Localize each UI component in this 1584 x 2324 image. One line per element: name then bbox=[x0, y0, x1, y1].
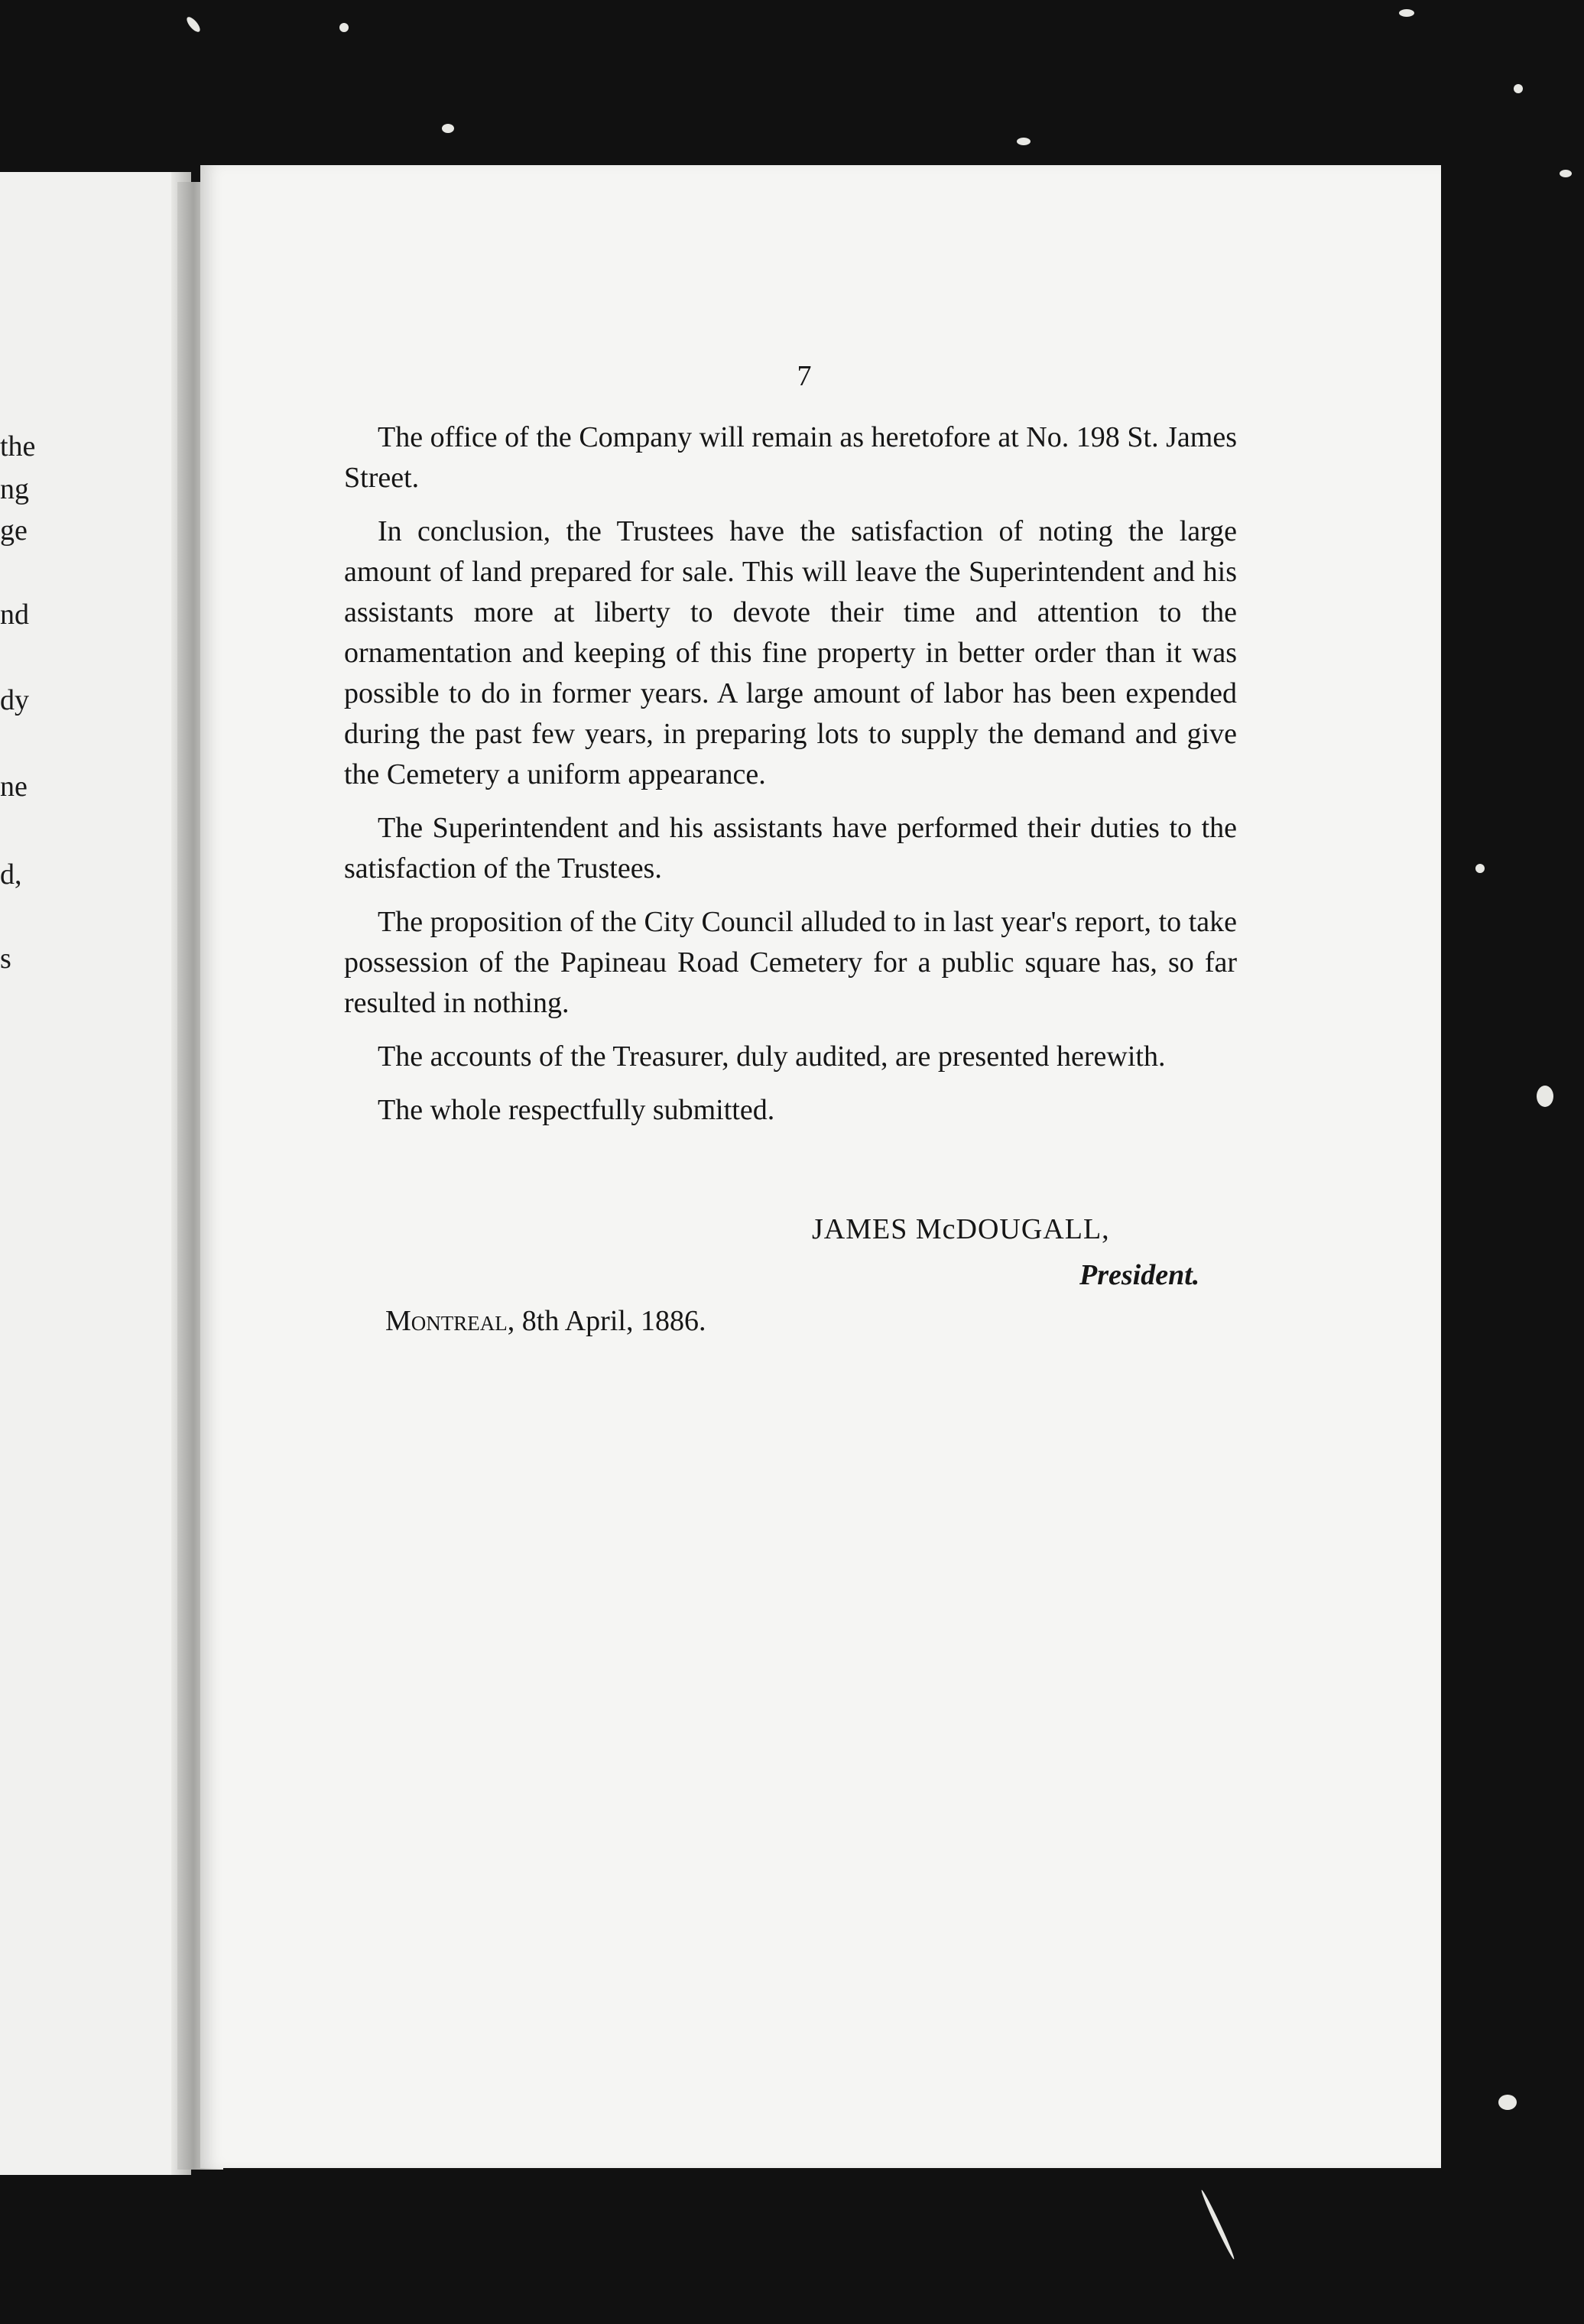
facing-page-fragment: the bbox=[0, 430, 36, 463]
facing-page-fragment: nd bbox=[0, 599, 29, 631]
paragraph-accounts: The accounts of the Treasurer, duly audited, are presented herewith. bbox=[378, 1040, 1166, 1073]
signatory-name: JAMES McDOUGALL, bbox=[812, 1213, 1110, 1245]
signatory-title: President. bbox=[1079, 1259, 1200, 1291]
report-body bbox=[344, 417, 1237, 1144]
paragraph-conclusion: In conclusion, the Trustees have the satisfaction of noting the large amount of land prepared for sale. This will leave the Superintendent and his assistants more at liberty to devote their time and attention to the ornamentation and keeping of this fine property in better order than it was possible to do in former years. A large amount of labor has been expended during the past few years, in preparing lots to supply the demand and give the Cemetery a uniform appearance. bbox=[344, 515, 1237, 790]
paragraph-office: The office of the Company will remain as heretofore at No. 198 St. James Street. bbox=[344, 421, 1237, 494]
dust-speck bbox=[339, 23, 349, 32]
dateline bbox=[385, 1304, 706, 1338]
facing-page-fragment: ne bbox=[0, 771, 28, 803]
dateline-place: Montreal bbox=[385, 1305, 508, 1337]
dateline-date: , 8th April, 1886. bbox=[507, 1305, 706, 1337]
paragraph-city-council: The proposition of the City Council alluded to in last year's report, to take possession of the Papineau Road Cemetery for a public square has, so far resulted in nothing. bbox=[344, 906, 1237, 1019]
paragraph-superintendent: The Superintendent and his assistants have performed their duties to the satisfaction of the Trustees. bbox=[344, 812, 1237, 884]
dust-speck bbox=[184, 15, 202, 34]
dust-speck bbox=[1560, 170, 1572, 177]
dust-speck bbox=[1498, 2095, 1517, 2110]
dust-speck bbox=[1199, 2189, 1236, 2260]
dust-speck bbox=[1537, 1086, 1553, 1107]
dust-speck bbox=[442, 124, 454, 133]
page-number: 7 bbox=[797, 360, 812, 392]
dust-speck bbox=[1514, 84, 1523, 93]
facing-page-fragment: ng bbox=[0, 473, 29, 505]
facing-page-fragment: dy bbox=[0, 684, 29, 716]
paragraph-submitted: The whole respectfully submitted. bbox=[378, 1094, 775, 1126]
facing-page-fragment: s bbox=[0, 943, 11, 975]
report-page bbox=[200, 165, 1441, 2168]
dust-speck bbox=[1017, 138, 1031, 145]
dust-speck bbox=[1475, 864, 1485, 873]
facing-page-edge bbox=[0, 172, 191, 2175]
facing-page-fragment: ge bbox=[0, 514, 28, 547]
dust-speck bbox=[1399, 9, 1414, 17]
facing-page-fragment: d, bbox=[0, 859, 22, 891]
